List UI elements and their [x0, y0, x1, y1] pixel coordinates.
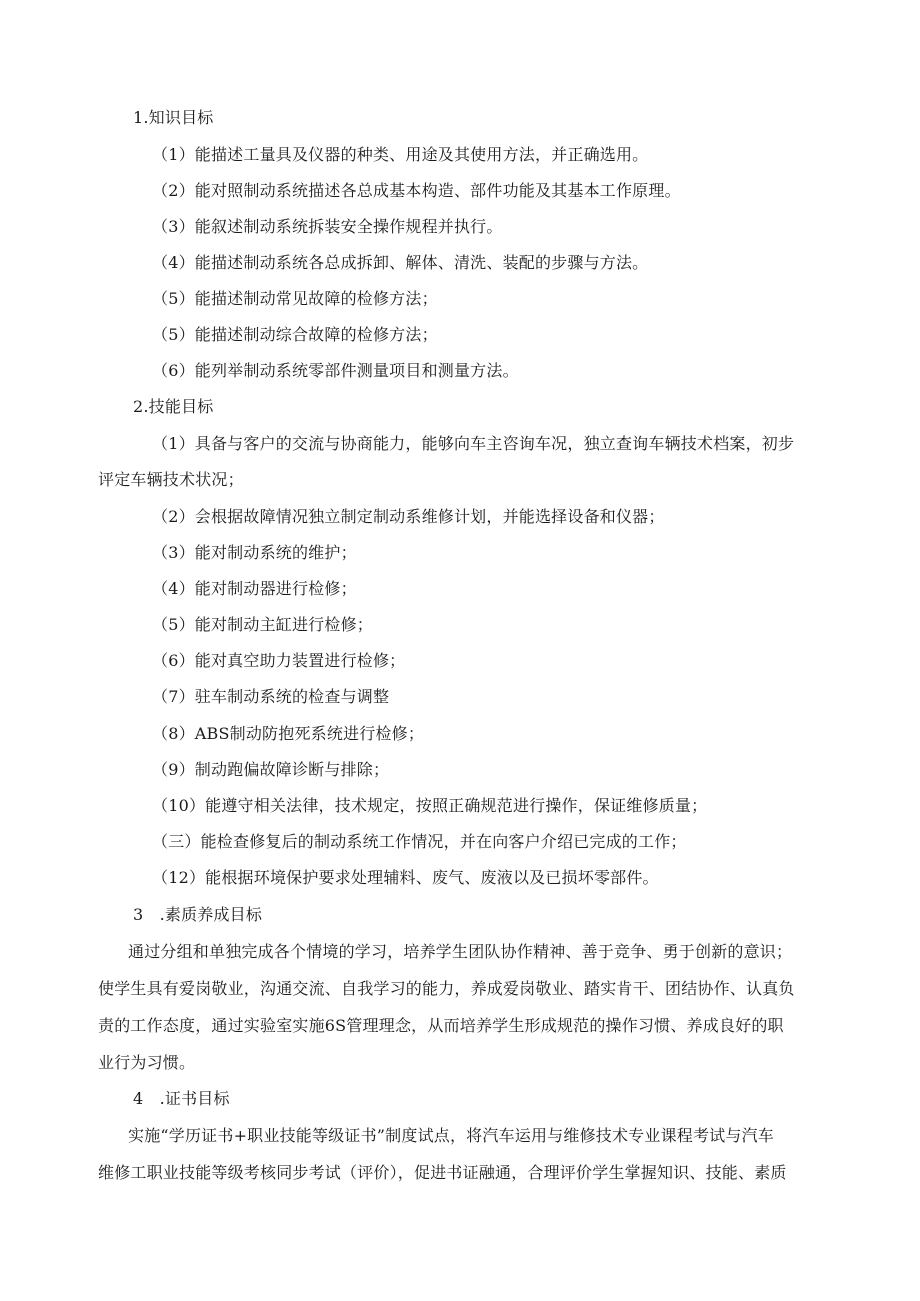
- knowledge-item: （2）能对照制动系统描述各总成基本构造、部件功能及其基本工作原理。: [152, 181, 681, 200]
- quality-heading: 3 .素质养成目标: [133, 905, 263, 924]
- skills-item-continuation: 评定车辆技术状况；: [98, 470, 244, 489]
- skills-heading: 2.技能目标: [133, 397, 214, 416]
- knowledge-item: （5）能描述制动综合故障的检修方法；: [152, 325, 438, 344]
- knowledge-item: （5）能描述制动常见故障的检修方法；: [152, 289, 438, 308]
- quality-paragraph-line: 使学生具有爱岗敬业，沟通交流、自我学习的能力，养成爱岗敬业、踏实肯干、团结协作、认真负: [98, 979, 795, 998]
- knowledge-item: （1）能描述工量具及仪器的种类、用途及其使用方法，并正确选用。: [152, 145, 649, 164]
- skills-item: （6）能对真空助力装置进行检修；: [152, 651, 406, 670]
- knowledge-item: （4）能描述制动系统各总成拆卸、解体、清洗、装配的步骤与方法。: [152, 253, 649, 272]
- certificate-paragraph-line: 实施“学历证书+职业技能等级证书”制度试点，将汽车运用与维修技术专业课程考试与汽车: [128, 1126, 774, 1145]
- skills-item: （三）能检查修复后的制动系统工作情况，并在向客户介绍已完成的工作；: [152, 832, 687, 851]
- quality-paragraph-line: 通过分组和单独完成各个情境的学习，培养学生团队协作精神、善于竞争、勇于创新的意识；: [128, 942, 793, 961]
- skills-item: （5）能对制动主缸进行检修；: [152, 615, 373, 634]
- skills-item: （3）能对制动系统的维护；: [152, 543, 357, 562]
- knowledge-item: （3）能叙述制动系统拆装安全操作规程并执行。: [152, 217, 503, 236]
- skills-item: （2）会根据故障情况独立制定制动系维修计划，并能选择设备和仪器；: [152, 507, 665, 526]
- skills-item: （8）ABS制动防抱死系统进行检修；: [152, 724, 425, 743]
- certificate-heading: 4 .证书目标: [133, 1089, 230, 1108]
- quality-paragraph-line: 责的工作态度，通过实验室实施6S管理理念，从而培养学生形成规范的操作习惯、养成良好的职: [98, 1016, 784, 1035]
- skills-item: （10）能遵守相关法律，技术规定，按照正确规范进行操作，保证维修质量；: [152, 796, 708, 815]
- quality-paragraph-line: 业行为习惯。: [98, 1053, 196, 1072]
- skills-item: （4）能对制动器进行检修；: [152, 579, 357, 598]
- skills-item: （1）具备与客户的交流与协商能力，能够向车主咨询车况，独立查询车辆技术档案，初步: [152, 434, 795, 453]
- knowledge-item: （6）能列举制动系统零部件测量项目和测量方法。: [152, 361, 519, 380]
- skills-item: （7）驻车制动系统的检查与调整: [152, 687, 390, 706]
- skills-item: （12）能根据环境保护要求处理辅料、废气、废液以及已损坏零部件。: [152, 868, 659, 887]
- certificate-paragraph-line: 维修工职业技能等级考核同步考试（评价），促进书证融通，合理评价学生掌握知识、技能、素质: [98, 1163, 787, 1182]
- skills-item: （9）制动跑偏故障诊断与排除；: [152, 760, 390, 779]
- knowledge-heading: 1.知识目标: [133, 108, 214, 127]
